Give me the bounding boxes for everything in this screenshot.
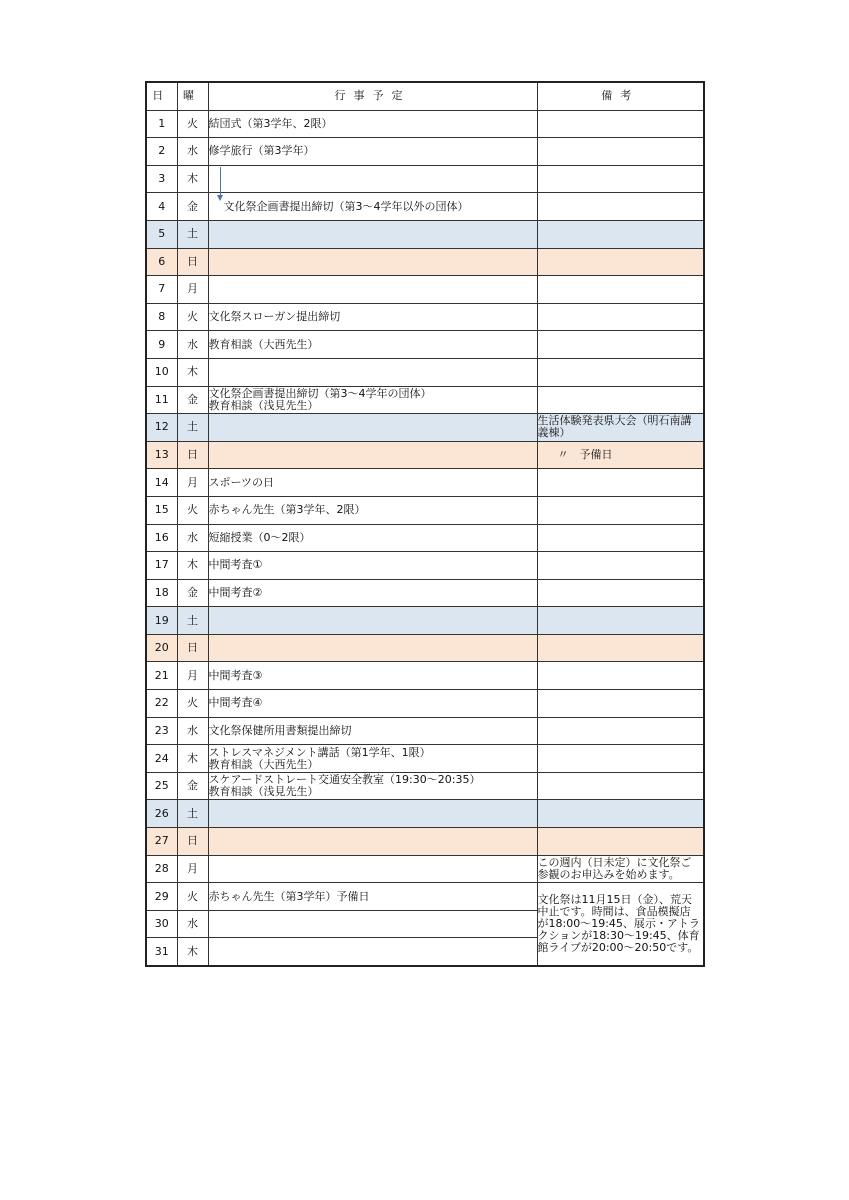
day-cell: 2 (146, 138, 177, 166)
notes-cell (537, 441, 704, 469)
day-cell: 6 (146, 248, 177, 276)
notes-cell (537, 165, 704, 193)
weekday-cell: 月 (177, 276, 208, 304)
header-notes: 備考 (537, 82, 704, 110)
weekday-cell: 木 (177, 745, 208, 773)
event-text: ストレスマネジメント講話（第1学年、1限） (208, 745, 431, 759)
day-cell: 15 (146, 496, 177, 524)
day-cell: 13 (146, 441, 177, 469)
table-row (146, 662, 704, 690)
weekday-cell: 木 (177, 165, 208, 193)
table-row (146, 414, 704, 442)
schedule-table (145, 81, 705, 967)
table-row (146, 800, 704, 828)
weekday-cell: 日 (177, 828, 208, 856)
weekday-cell: 火 (177, 496, 208, 524)
notes-cell (537, 331, 704, 359)
day-cell: 9 (146, 331, 177, 359)
weekday-cell: 土 (177, 800, 208, 828)
weekday-cell: 水 (177, 524, 208, 552)
notes-cell (537, 855, 704, 883)
events-cell (208, 248, 537, 276)
table-row (146, 524, 704, 552)
table-row (146, 358, 704, 386)
events-cell (208, 855, 537, 883)
weekday-cell: 水 (177, 910, 208, 938)
notes-cell (537, 800, 704, 828)
day-cell: 25 (146, 772, 177, 800)
weekday-cell: 火 (177, 883, 208, 911)
weekday-cell: 金 (177, 193, 208, 221)
weekday-cell: 水 (177, 138, 208, 166)
notes-cell (537, 524, 704, 552)
weekday-cell: 水 (177, 717, 208, 745)
day-cell: 18 (146, 579, 177, 607)
day-cell: 7 (146, 276, 177, 304)
note-text: 中止です。時間は、食品模擬店 (537, 905, 691, 919)
notes-cell (537, 386, 704, 414)
notes-cell (537, 579, 704, 607)
table-row (146, 690, 704, 718)
notes-cell (537, 469, 704, 497)
notes-cell (537, 745, 704, 773)
notes-cell (537, 358, 704, 386)
notes-cell (537, 110, 704, 138)
events-cell (208, 138, 537, 166)
event-text: 文化祭保健所用書類提出締切 (208, 723, 352, 737)
weekday-cell: 金 (177, 386, 208, 414)
table-row (146, 386, 704, 414)
table-row (146, 165, 704, 193)
day-cell: 17 (146, 552, 177, 580)
events-cell (208, 220, 537, 248)
weekday-cell: 土 (177, 220, 208, 248)
notes-cell (537, 828, 704, 856)
weekday-cell: 金 (177, 772, 208, 800)
note-text: クションが18:30～19:45、体育 (537, 929, 700, 943)
notes-cell (537, 303, 704, 331)
day-cell: 23 (146, 717, 177, 745)
day-cell: 3 (146, 165, 177, 193)
table-row (146, 220, 704, 248)
events-cell (208, 662, 537, 690)
events-cell (208, 938, 537, 966)
notes-cell (537, 662, 704, 690)
down-arrow-icon (220, 167, 221, 200)
events-cell (208, 745, 537, 773)
notes-cell (537, 138, 704, 166)
note-text: 〃 予備日 (557, 448, 613, 462)
events-cell (208, 800, 537, 828)
events-cell (208, 358, 537, 386)
events-cell (208, 193, 537, 221)
table-row (146, 110, 704, 138)
day-cell: 10 (146, 358, 177, 386)
events-cell (208, 414, 537, 442)
notes-cell (537, 634, 704, 662)
table-row (146, 717, 704, 745)
day-cell: 22 (146, 690, 177, 718)
weekday-cell: 金 (177, 579, 208, 607)
events-cell (208, 386, 537, 414)
day-cell: 27 (146, 828, 177, 856)
events-cell (208, 276, 537, 304)
note-text: この週内（日未定）に文化祭ご (537, 855, 692, 869)
weekday-cell: 木 (177, 938, 208, 966)
table-row (146, 276, 704, 304)
day-cell: 21 (146, 662, 177, 690)
day-cell: 24 (146, 745, 177, 773)
event-text: 中間考査③ (208, 668, 263, 682)
notes-cell (537, 193, 704, 221)
notes-cell-merged (537, 883, 704, 966)
notes-cell (537, 248, 704, 276)
day-cell: 16 (146, 524, 177, 552)
weekday-cell: 火 (177, 110, 208, 138)
event-text: 文化祭企画書提出締切（第3～4学年以外の団体） (223, 199, 469, 213)
weekday-cell: 火 (177, 690, 208, 718)
table-row (146, 441, 704, 469)
day-cell: 29 (146, 883, 177, 911)
weekday-cell: 日 (177, 441, 208, 469)
event-text: 中間考査④ (208, 696, 263, 710)
events-cell (208, 331, 537, 359)
weekday-cell: 月 (177, 855, 208, 883)
weekday-cell: 月 (177, 469, 208, 497)
events-cell (208, 828, 537, 856)
events-cell (208, 524, 537, 552)
event-text: 教育相談（浅見先生） (208, 785, 319, 799)
weekday-cell: 木 (177, 358, 208, 386)
notes-cell (537, 772, 704, 800)
header-day: 日 (146, 82, 177, 110)
day-cell: 28 (146, 855, 177, 883)
note-text: 義棟） (537, 426, 571, 440)
event-text: 教育相談（大西先生） (208, 337, 319, 351)
table-row (146, 331, 704, 359)
table-row (146, 883, 704, 911)
schedule-body (146, 110, 704, 966)
notes-cell (537, 276, 704, 304)
table-row (146, 579, 704, 607)
event-text: 中間考査② (208, 585, 263, 599)
notes-cell (537, 690, 704, 718)
table-row (146, 248, 704, 276)
note-text: 館ライブが20:00～20:50です。 (537, 941, 699, 955)
day-cell: 31 (146, 938, 177, 966)
day-cell: 26 (146, 800, 177, 828)
table-row (146, 745, 704, 773)
note-text: 文化祭は11月15日（金）、荒天 (537, 893, 692, 907)
table-row (146, 193, 704, 221)
events-cell (208, 165, 537, 193)
table-row (146, 138, 704, 166)
notes-cell (537, 717, 704, 745)
day-cell: 5 (146, 220, 177, 248)
table-row (146, 552, 704, 580)
weekday-cell: 土 (177, 607, 208, 635)
day-cell: 12 (146, 414, 177, 442)
day-cell: 4 (146, 193, 177, 221)
notes-cell (537, 414, 704, 442)
events-cell (208, 469, 537, 497)
day-cell: 20 (146, 634, 177, 662)
event-text: 短縮授業（0～2限） (208, 530, 311, 544)
events-cell (208, 883, 537, 911)
events-cell (208, 496, 537, 524)
events-cell (208, 441, 537, 469)
notes-cell (537, 607, 704, 635)
note-text: 参観のお申込みを始めます。 (537, 867, 680, 881)
day-cell: 8 (146, 303, 177, 331)
event-text: 結団式（第3学年、2限） (208, 116, 333, 130)
notes-cell (537, 496, 704, 524)
header-events: 行事予定 (208, 82, 537, 110)
header-row (146, 82, 704, 110)
table-row (146, 607, 704, 635)
event-text: 赤ちゃん先生（第3学年）予備日 (208, 889, 370, 903)
events-cell (208, 303, 537, 331)
table-row (146, 634, 704, 662)
table-row (146, 469, 704, 497)
event-text: 赤ちゃん先生（第3学年、2限） (208, 503, 366, 517)
event-text: 文化祭スローガン提出締切 (208, 310, 341, 324)
weekday-cell: 火 (177, 303, 208, 331)
events-cell (208, 579, 537, 607)
events-cell (208, 552, 537, 580)
day-cell: 11 (146, 386, 177, 414)
events-cell (208, 690, 537, 718)
table-row (146, 855, 704, 883)
events-cell (208, 717, 537, 745)
table-row (146, 496, 704, 524)
events-cell (208, 110, 537, 138)
weekday-cell: 土 (177, 414, 208, 442)
note-text: 生活体験発表県大会（明石南講 (537, 414, 692, 428)
event-text: 教育相談（浅見先生） (208, 398, 319, 412)
weekday-cell: 月 (177, 662, 208, 690)
event-text: 修学旅行（第3学年） (208, 144, 315, 158)
event-text: 文化祭企画書提出締切（第3～4学年の団体） (208, 386, 432, 400)
weekday-cell: 木 (177, 552, 208, 580)
table-row (146, 303, 704, 331)
day-cell: 1 (146, 110, 177, 138)
weekday-cell: 日 (177, 634, 208, 662)
events-cell (208, 772, 537, 800)
events-cell (208, 634, 537, 662)
event-text: 中間考査① (208, 558, 263, 572)
events-cell (208, 607, 537, 635)
events-cell (208, 910, 537, 938)
day-cell: 30 (146, 910, 177, 938)
day-cell: 14 (146, 469, 177, 497)
event-text: スケアードストレート交通安全教室（19:30～20:35） (208, 773, 481, 787)
weekday-cell: 水 (177, 331, 208, 359)
weekday-cell: 日 (177, 248, 208, 276)
table-row (146, 772, 704, 800)
header-weekday: 曜 (177, 82, 208, 110)
note-text: が18:00～19:45、展示・アトラ (537, 917, 700, 931)
notes-cell (537, 552, 704, 580)
day-cell: 19 (146, 607, 177, 635)
event-text: 教育相談（大西先生） (208, 757, 319, 771)
table-row (146, 828, 704, 856)
notes-cell (537, 220, 704, 248)
event-text: スポーツの日 (208, 475, 275, 489)
